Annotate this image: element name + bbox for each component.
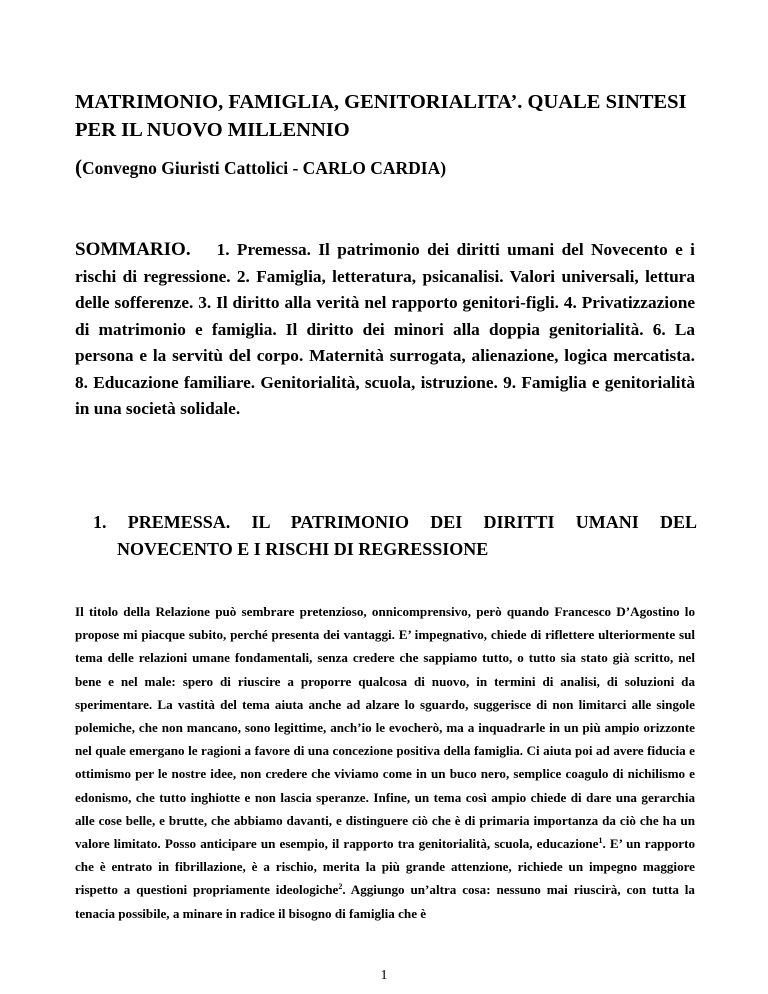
summary-label: SOMMARIO.	[75, 239, 191, 260]
paragraph-part-2: . E’ un rapporto che è entrato in fibrillazione, è a rischio, merita la più grande attenzione, richiede un impegno maggiore rispetto a questioni propriamente ideologiche	[75, 836, 696, 898]
footnote-ref-2[interactable]: 2	[338, 882, 343, 892]
section-heading: 1. PREMESSA. IL PATRIMONIO DEI DIRITTI UMANI DEL NOVECENTO E I RISCHI DI REGRESSIONE	[93, 512, 697, 559]
document-subtitle	[75, 155, 695, 180]
summary-paragraph	[75, 237, 695, 423]
document-title: MATRIMONIO, FAMIGLIA, GENITORIALITA’. QUALE SINTESI PER IL NUOVO MILLENNIO	[75, 91, 687, 141]
subtitle-text: Convegno Giuristi Cattolici - CARLO CARDIA)	[82, 158, 447, 178]
page-number: 1	[380, 968, 388, 983]
footnote-ref-1[interactable]: 1	[598, 836, 603, 846]
paragraph-part-1: Il titolo della Relazione può sembrare pretenzioso, onnicomprensivo, però quando Francesco D’Agostino lo propose mi piacque subito, perché presenta dei vantaggi. E’ impegnativo, chiede di riflettere ulteriormente sul tema delle relazioni umane fondamentali, senza credere che sappiamo tutto, o tutto sia stato già scritto, nel bene e nel male: spero di riuscire a proporre qualcosa di nuovo, in termini di analisi, di soluzioni da sperimentare. La vastità del tema aiuta anche ad alzare lo sguardo, suggerisce di non limitarci alle singole polemiche, che non mancano, sono legittime, anch’io le evocherò, ma a inquadrarle in un più ampio orizzonte nel quale emergano le ragioni a favore di una concezione positiva della famiglia. Ci aiuta poi ad avere fiducia e ottimismo per le nostre idee, non credere che viviamo come in un buco nero, semplice coagulo di nichilismo e edonismo, che tutto inghiotte e non lascia speranze. Infine, un tema così ampio chiede di dare una gerarchia alle cose belle, e brutte, che abbiamo davanti, e distinguere ciò che è di primaria importanza da ciò che ha un valore limitato. Posso anticipare un esempio, il rapporto tra genitorialità, scuola, educazione	[75, 604, 695, 852]
subtitle-open-paren: (	[75, 155, 82, 179]
body-paragraph	[75, 600, 695, 925]
summary-text: 1. Premessa. Il patrimonio dei diritti umani del Novecento e i rischi di regressione. 2. Famiglia, letteratura, psicanalisi. Valori universali, lettura delle sofferenze. 3. Il diritto alla verità nel rapporto genitori-figli. 4. Privatizzazione di matrimonio e famiglia. Il diritto dei minori alla doppia genitorialità. 6. La persona e la servitù del corpo. Maternità surrogata, alienazione, logica mercatista. 8. Educazione familiare. Genitorialità, scuola, istruzione. 9. Famiglia e genitorialità in una società solidale.	[75, 240, 695, 418]
paragraph-part-3: . Aggiungo un’altra cosa: nessuno mai riuscirà, con tutta la tenacia possibile, a minare in radice il bisogno di famiglia che è	[75, 882, 695, 921]
